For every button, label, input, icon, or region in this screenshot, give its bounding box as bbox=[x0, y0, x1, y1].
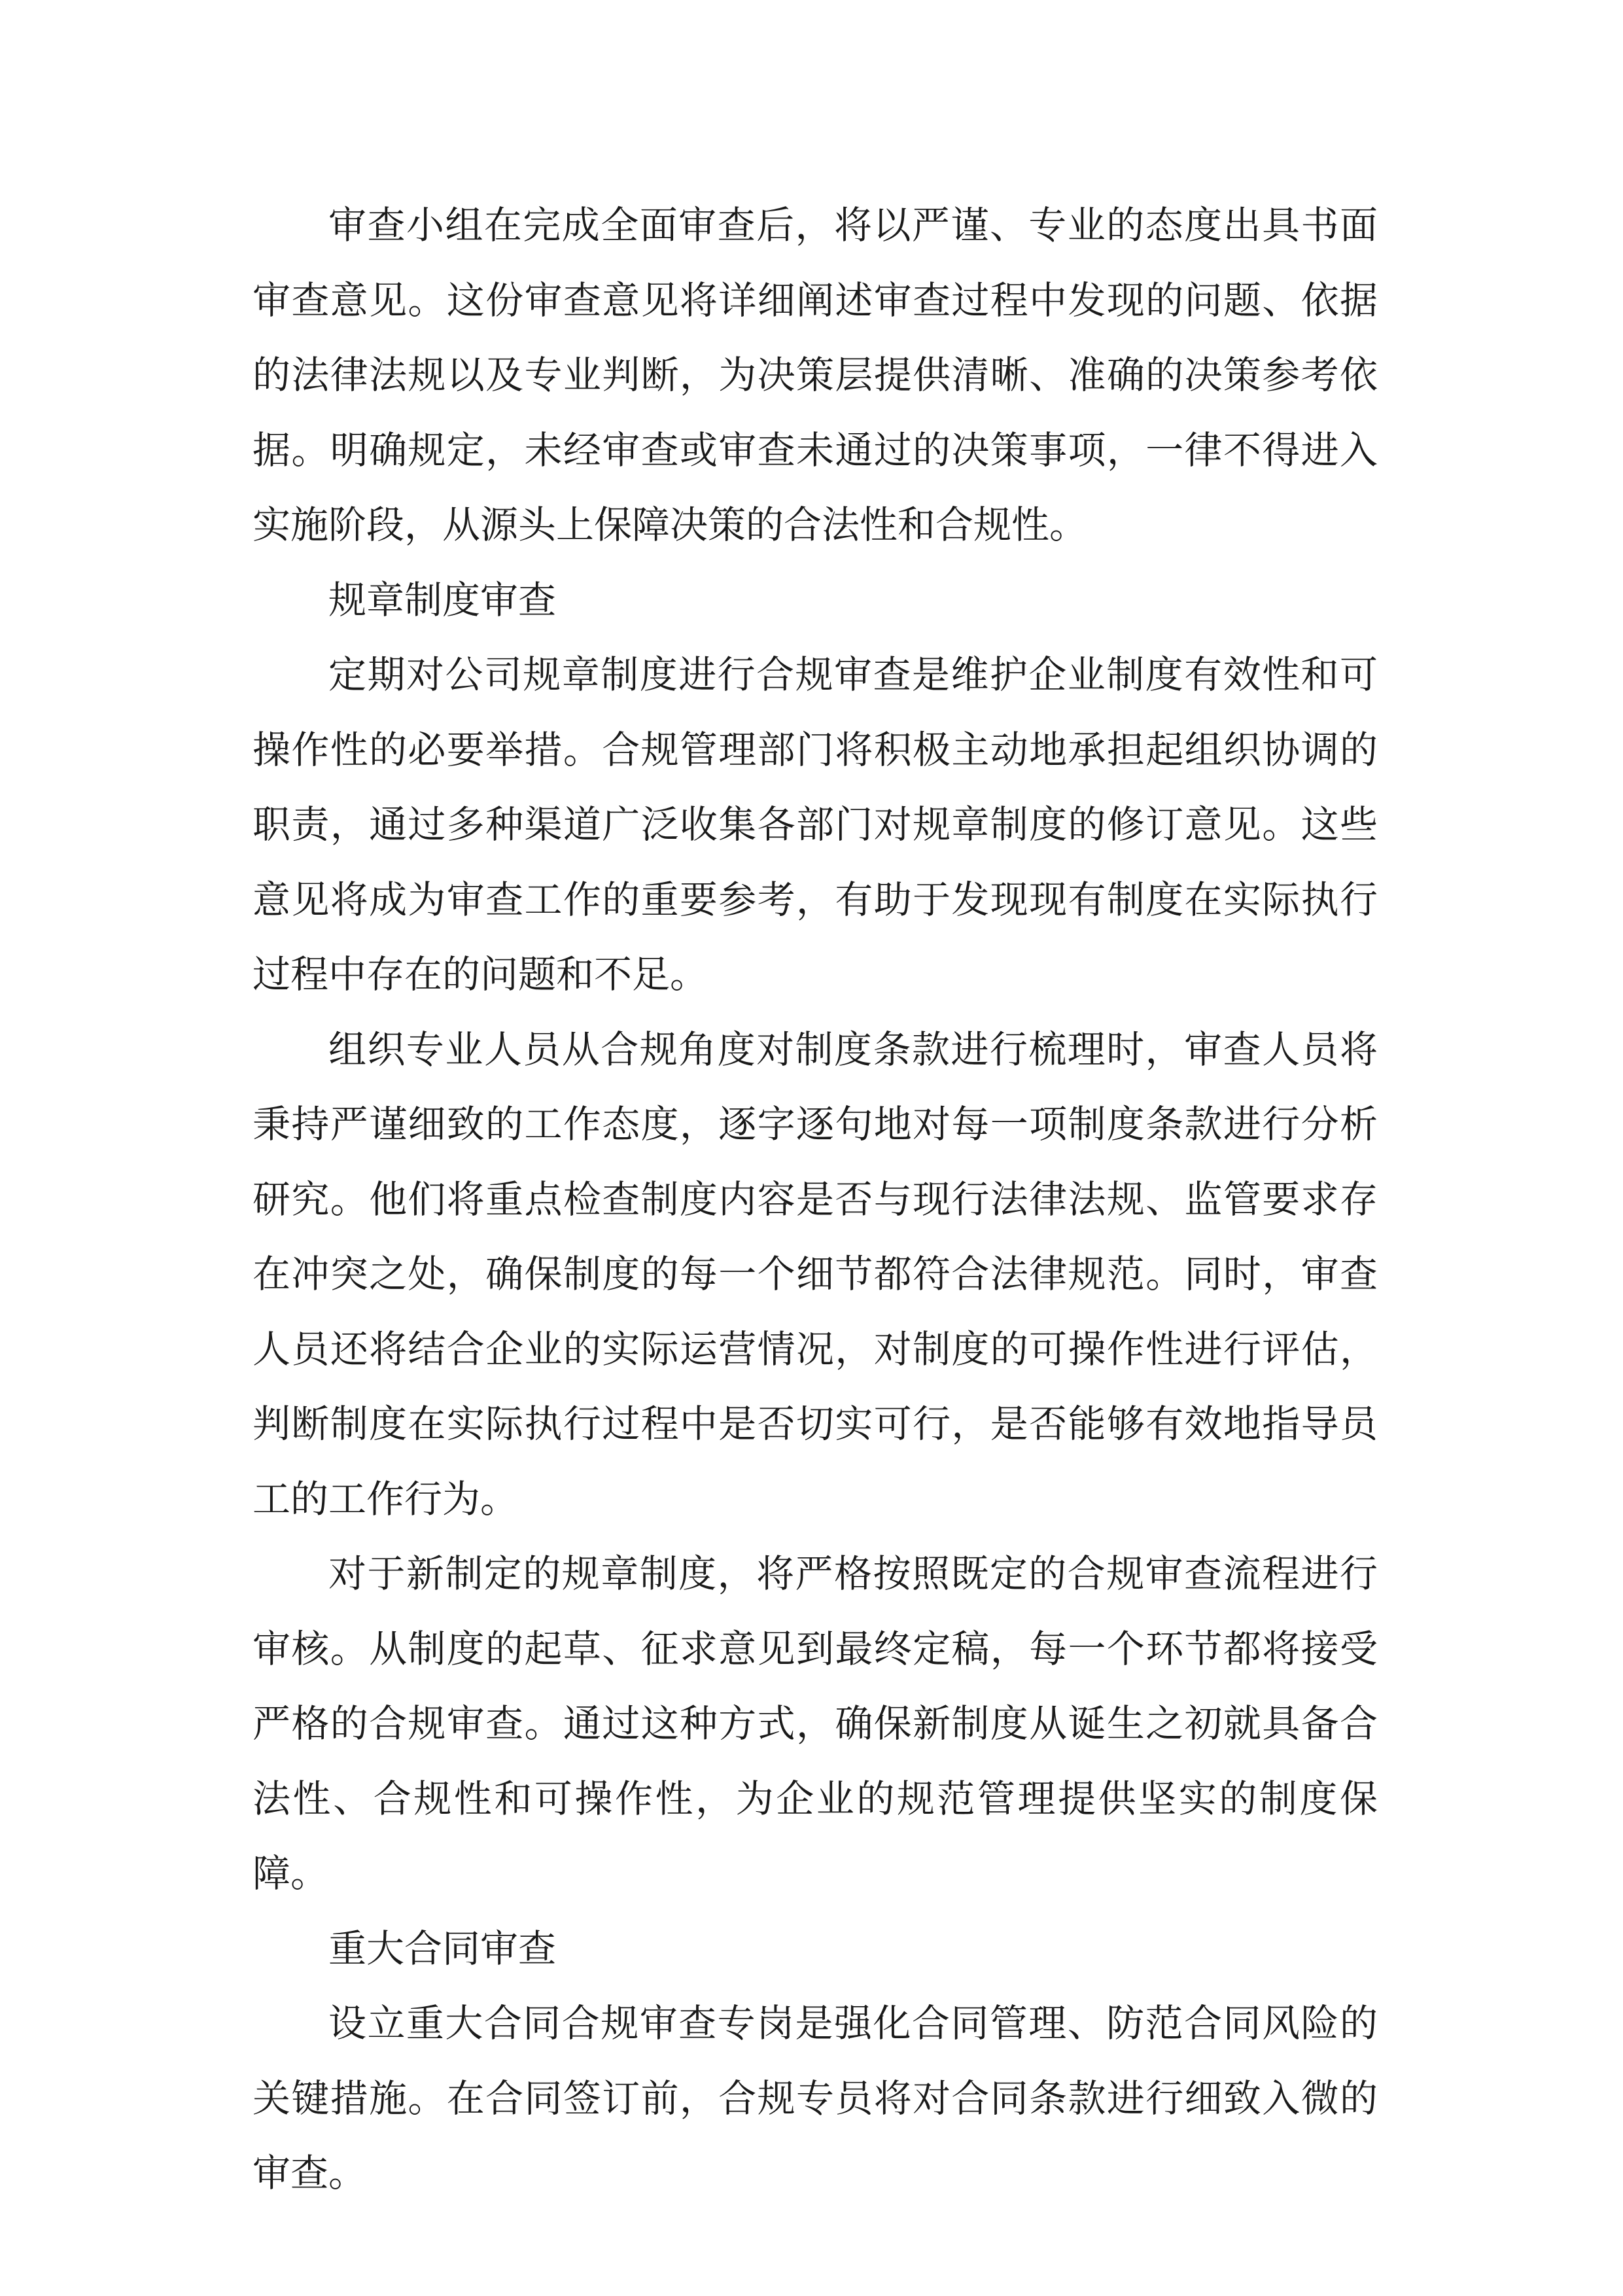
paragraph-clause-analysis: 组织专业人员从合规角度对制度条款进行梳理时，审查人员将秉持严谨细致的工作态度，逐字逐句地对每一项制度条款进行分析研究。他们将重点检查制度内容是否与现行法律法规、监管要求存在冲突之处，确保制度的每一个细节都符合法律规范。同时，审查人员还将结合企业的实际运营情况，对制度的可操作性进行评估，判断制度在实际执行过程中是否切实可行，是否能够有效地指导员工的工作行为。 bbox=[253, 1027, 1378, 1521]
paragraph-review-opinion: 审查小组在完成全面审查后，将以严谨、专业的态度出具书面审查意见。这份审查意见将详细阐述审查过程中发现的问题、依据的法律法规以及专业判断，为决策层提供清晰、准确的决策参考依据。明确规定，未经审查或审查未通过的决策事项，一律不得进入实施阶段，从源头上保障决策的合法性和合规性。 bbox=[253, 203, 1378, 547]
paragraph-regular-review: 定期对公司规章制度进行合规审查是维护企业制度有效性和可操作性的必要举措。合规管理部门将积极主动地承担起组织协调的职责，通过多种渠道广泛收集各部门对规章制度的修订意见。这些意见将成为审查工作的重要参考，有助于发现现有制度在实际执行过程中存在的问题和不足。 bbox=[253, 652, 1378, 997]
section-heading-regulation-review: 规章制度审查 bbox=[328, 577, 557, 622]
section-heading-contract-review: 重大合同审查 bbox=[328, 1926, 557, 1971]
paragraph-contract-post: 设立重大合同合规审查专岗是强化合同管理、防范合同风险的关键措施。在合同签订前，合规专员将对合同条款进行细致入微的审查。 bbox=[253, 2001, 1378, 2195]
paragraph-new-regulations: 对于新制定的规章制度，将严格按照既定的合规审查流程进行审核。从制度的起草、征求意见到最终定稿，每一个环节都将接受严格的合规审查。通过这种方式，确保新制度从诞生之初就具备合法性、合规性和可操作性，为企业的规范管理提供坚实的制度保障。 bbox=[253, 1551, 1378, 1896]
document-body bbox=[253, 188, 1378, 2211]
